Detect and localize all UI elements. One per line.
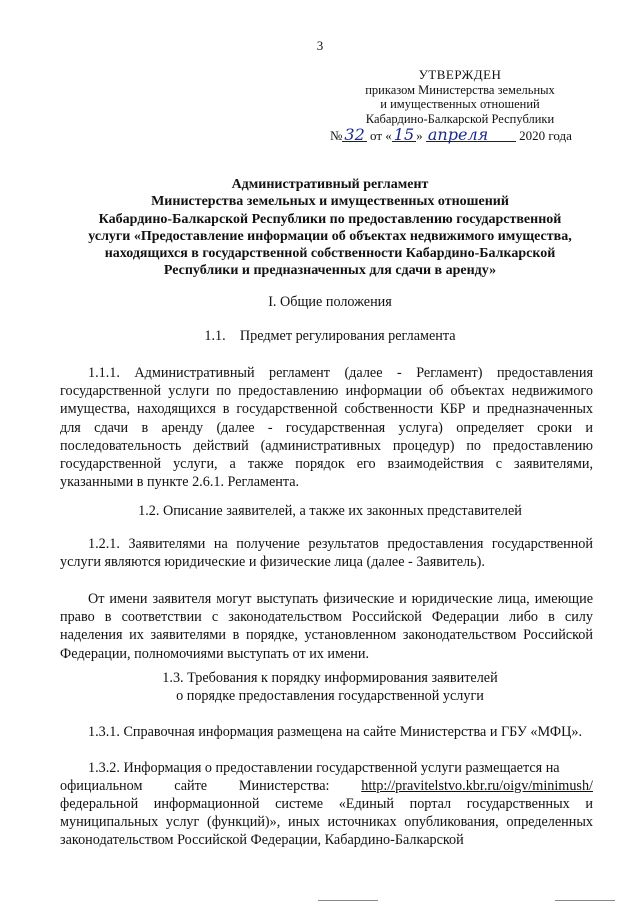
ministry-website-link[interactable]: http://pravitelstvo.kbr.ru/oigv/minimush/	[361, 778, 593, 794]
title-line-5: находящихся в государственной собственности Кабардино-Балкарской	[104, 246, 556, 262]
title-line-2: Министерства земельных и имущественных отношений	[151, 194, 509, 210]
title-line-3: Кабардино-Балкарской Республики по предоставлению государственной	[98, 211, 562, 227]
approval-line-1: приказом Министерства земельных	[365, 82, 555, 97]
paragraph-1-3-2-first-line: 1.3.2. Информация о предоставлении государственной услуги размещается на	[88, 760, 560, 776]
handwritten-day: 15	[393, 125, 415, 144]
scan-edge-line	[318, 900, 378, 901]
section-heading-1: I. Общие положения	[268, 294, 392, 310]
document-title	[60, 176, 600, 280]
approval-stamp	[330, 67, 580, 144]
word-ministry: Министерства:	[238, 778, 330, 794]
section-heading-1-3-line-2: о порядке предоставления государственной услуги	[176, 688, 484, 704]
approval-line-3: Кабардино-Балкарской Республики	[365, 111, 555, 126]
title-line-6: Республики и предназначенных для сдачи в аренду»	[163, 263, 497, 279]
page-number: 3	[316, 38, 324, 53]
quote-close: »	[416, 128, 423, 143]
title-line-4: услуги «Предоставление информации об объектах недвижимого имущества,	[88, 228, 572, 244]
number-sign: №	[330, 128, 343, 143]
paragraph-1-3-1: 1.3.1. Справочная информация размещена на сайте Министерства и ГБУ «МФЦ».	[88, 724, 583, 740]
approval-heading: УТВЕРЖДЕН	[418, 67, 502, 82]
paragraph-1-2-1-b: От имени заявителя могут выступать физические и юридические лица, имеющие право в соответствии с законодательством Российской Федерации либо в силу наделения их заявителями в порядке, установленном законодательством Российской Федерации, полномочиями выступать от их имени.	[60, 591, 593, 662]
paragraph-1-2-1: 1.2.1. Заявителями на получение результатов предоставления государственной услуги являются юридические и физические лица (далее - Заявитель).	[60, 536, 593, 571]
section-heading-1-2: 1.2. Описание заявителей, а также их законных представителей	[138, 503, 522, 519]
section-heading-1-1: 1.1. Предмет регулирования регламента	[204, 328, 456, 344]
handwritten-order-number: 32	[344, 125, 365, 144]
approval-number-date	[330, 125, 580, 144]
paragraph-1-1-1: 1.1.1. Административный регламент (далее - Регламент) предоставления государственной услуги по предоставлению информации об объектах недвижимого имущества, находящихся в государственной собственности КБР и предназначенных для сдачи в аренду (далее - государственная услуга) определяет сроки и последовательность действий (административных процедур) по предоставлению государственной услуги, а также порядок его взаимодействия с заявителями, указанными в пункте 2.6.1. Регламента.	[60, 365, 593, 491]
word-site: сайте	[174, 778, 208, 794]
paragraph-1-3-2-second-line	[60, 777, 593, 795]
section-heading-1-3-line-1: 1.3. Требования к порядку информирования заявителей	[162, 670, 498, 686]
approval-line-2: и имущественных отношений	[380, 97, 540, 111]
title-line-1: Административный регламент	[231, 177, 429, 192]
paragraph-1-3-2-rest: федеральной информационной системе «Единый портал государственных и муниципальных услуг (функций)», иных источниках опубликования, определенных законодательством Российской Федерации, Кабардино-Балкарской	[60, 796, 593, 849]
handwritten-month: апреля	[426, 128, 516, 142]
word-official: официальном	[60, 778, 143, 794]
from-label: от «	[370, 128, 392, 143]
year-text: 2020 года	[519, 128, 572, 143]
scan-edge-line-right	[555, 900, 615, 901]
